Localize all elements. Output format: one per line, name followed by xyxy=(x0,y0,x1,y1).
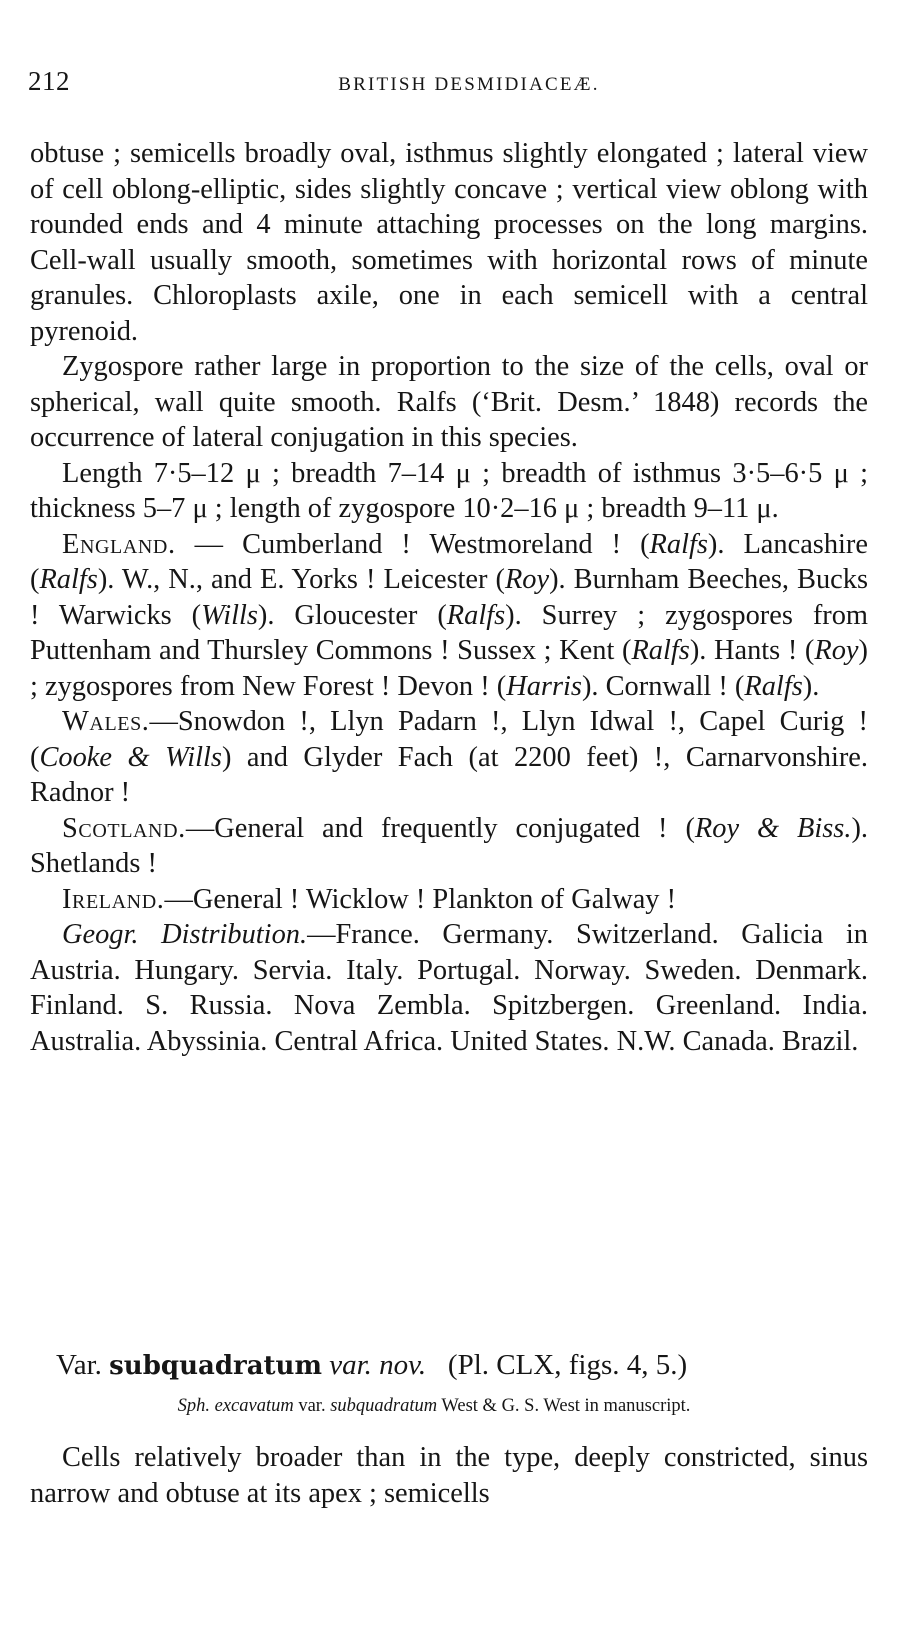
scotland-label: Scotland. xyxy=(62,812,186,844)
zygospore-paragraph: Zygospore rather large in proportion to the size of the cells, oval or spherical, wall quite smooth. Ralfs (‘Brit. Desm.’ 1848) records the occurrence of lateral conjugation in this species. xyxy=(30,351,868,453)
variety-synonym: Sph. excavatum var. subquadratum West & G. S. West in manuscript. xyxy=(177,1396,691,1416)
variety-status: var. nov. xyxy=(329,1349,427,1381)
variety-heading xyxy=(30,1346,868,1419)
description-paragraph: obtuse ; semicells broadly oval, isthmus slightly elongated ; lateral view of cell oblong-elliptic, sides slightly concave ; vertical view oblong with rounded ends and 4 minute attaching processes on the long margins. Cell-wall usually smooth, sometimes with horizontal rows of minute granules. Chloroplasts axile, one in each semicell with a central pyrenoid. xyxy=(30,138,868,347)
dimensions-paragraph: Length 7·5–12 μ ; breadth 7–14 μ ; breadth of isthmus 3·5–6·5 μ ; thickness 5–7 μ ; length of zygospore 10·2–16 μ ; breadth 9–11 μ. xyxy=(30,457,868,524)
wales-localities: Wales.—Snowdon !, Llyn Padarn !, Llyn Idwal !, Capel Curig ! (Cooke & Wills) and Glyder Fach (at 2200 feet) !, Carnarvonshire. Radnor ! xyxy=(30,706,869,808)
distribution-label: Geogr. Distribution. xyxy=(62,919,308,950)
variety-title: Var. subquadratum var. nov. (Pl. CLX, figs. 4, 5.) xyxy=(56,1349,688,1381)
scotland-localities: Scotland.—General and frequently conjugated ! (Roy & Biss.). Shetlands ! xyxy=(30,812,868,879)
page-header xyxy=(28,66,870,106)
england-localities: England. — Cumberland ! Westmoreland ! (Ralfs). Lancashire (Ralfs). W., N., and E. Yorks ! Leicester (Roy). Burnham Beeches, Bucks ! Warwicks (Wills). Gloucester (Ralfs). Surrey ; zygospores from Puttenham and Thursley Commons ! Sussex ; Kent (Ralfs). Hants ! (Roy) ; zygospores from New Forest ! Devon ! (Harris). Cornwall ! (Ralfs). xyxy=(30,528,869,702)
ireland-label: Ireland. xyxy=(62,883,165,915)
plate-reference: (Pl. CLX, figs. 4, 5.) xyxy=(447,1349,688,1381)
geographic-distribution: Geogr. Distribution.—France. Germany. Switzerland. Galicia in Austria. Hungary. Servia. Italy. Portugal. Norway. Sweden. Denmark. Finland. S. Russia. Nova Zembla. Spitzbergen. Greenland. India. Australia. Abyssinia. Central Africa. United States. N.W. Canada. Brazil. xyxy=(30,919,868,1057)
england-label: England. xyxy=(62,528,176,560)
page-number: 212 xyxy=(28,66,70,96)
running-title: BRITISH DESMIDIACEÆ. xyxy=(338,74,600,95)
variety-description: Cells relatively broader than in the type, deeply constricted, sinus narrow and obtuse at its apex ; semicells xyxy=(30,1442,868,1509)
ireland-localities: Ireland.—General ! Wicklow ! Plankton of Galway ! xyxy=(62,883,677,915)
variety-description-block xyxy=(30,1440,868,1512)
wales-label: Wales. xyxy=(62,706,150,737)
main-text xyxy=(30,136,868,1059)
variety-name: subquadratum xyxy=(109,1351,322,1381)
